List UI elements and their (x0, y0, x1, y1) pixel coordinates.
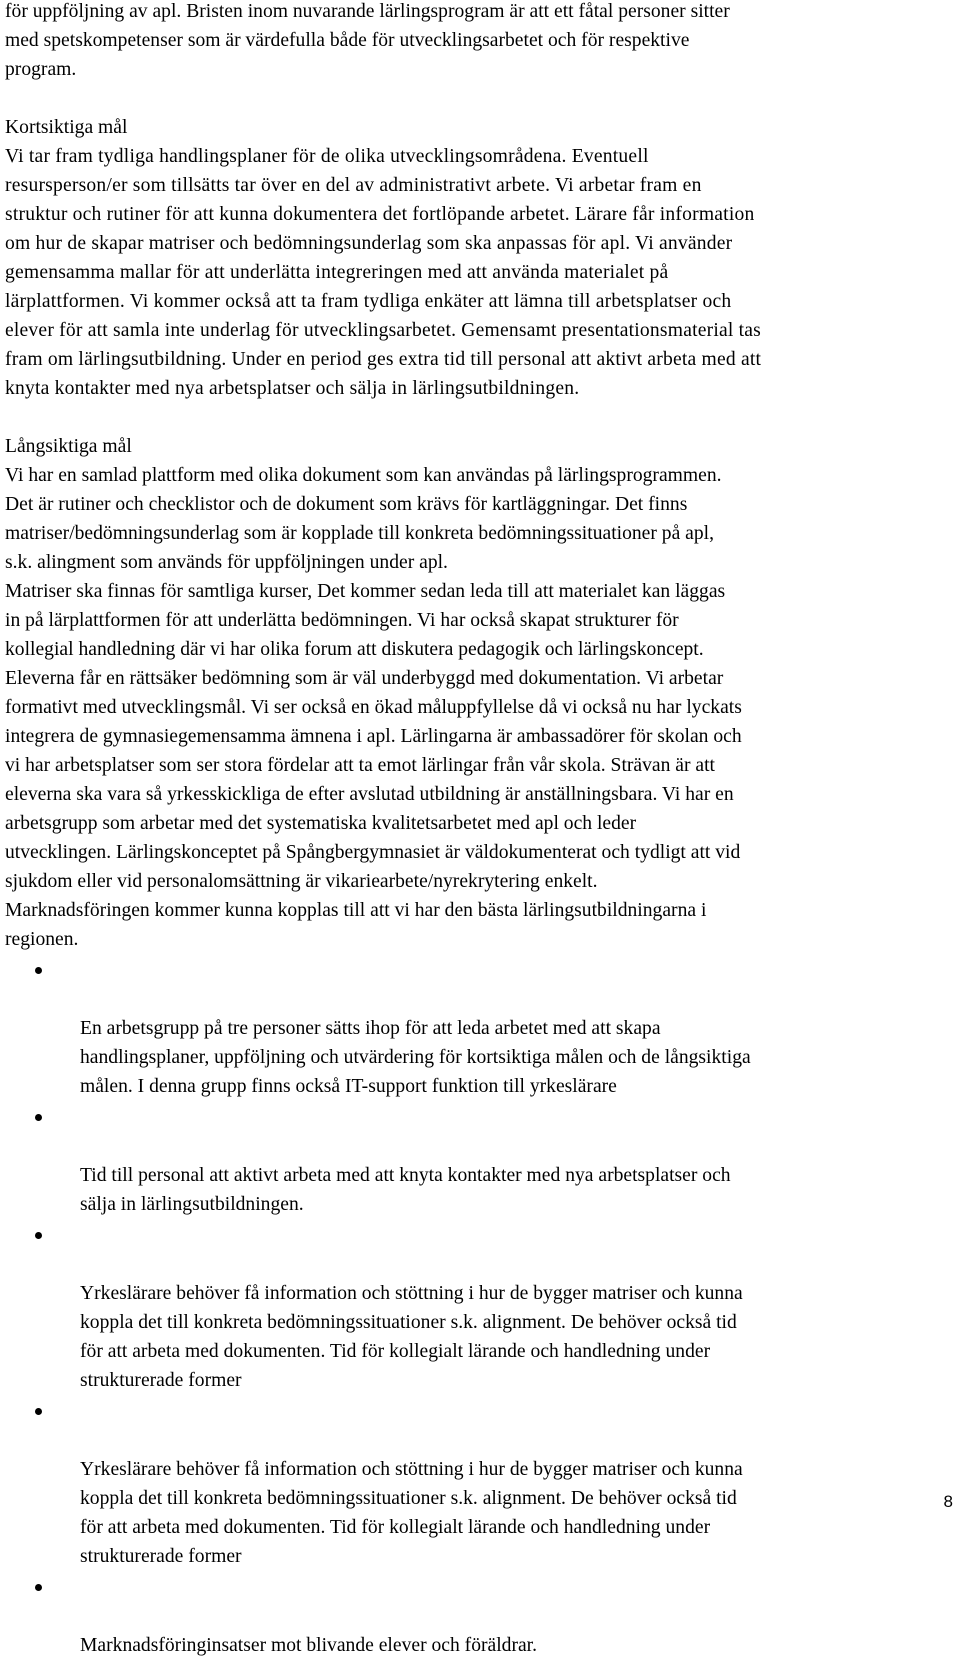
long-term-paragraph-2: Matriser ska finnas för samtliga kurser, Det kommer sedan leda till att materialet kan läggas in på lärplattformen för att underlätta bedömningen. Vi har också skapat strukturer för kollegial handledning där vi har olika forum att diskutera pedagogik och lärlingskoncept. Eleverna får en rättsäker bedömning som är väl underbyggd med dokumentation. Vi arbetar formativt med utvecklingsmål. Vi ser också en ökad måluppfyllelse då vi också nu har lyckats integrera de gymnasiegemensamma ämnena i apl. Lärlingarna är ambassadörer för skolan och vi har arbetsplatser som ser stora fördelar att ta emot lärlingar från vår skola. Strävan är att eleverna ska vara så yrkesskickliga de efter avslutad utbildning är anställningsbara. Vi har en arbetsgrupp som arbetar med det systematiska kvalitetsarbetet med apl och leder utvecklingen. Lärlingskonceptet på Spångbergymnasiet är väldokumenterat och tydligt att vid sjukdom eller vid personalomsättning är vikariearbete/nyrekrytering enkelt. Marknadsföringen kommer kunna kopplas till att vi har den bästa lärlingsutbildningarna i regionen. (5, 581, 742, 950)
bullet-icon (35, 1408, 42, 1415)
list-item (5, 1103, 955, 1219)
action-list (5, 956, 955, 1660)
long-term-heading: Långsiktiga mål (5, 436, 132, 457)
short-term-heading: Kortsiktiga mål (5, 117, 128, 138)
list-item-text: Yrkeslärare behöver få information och stöttning i hur de bygger matriser och kunna koppla det till konkreta bedömningssituationer s.k. alignment. De behöver också tid för att arbeta med dokumenten. Tid för kollegialt lärande och handledning under strukturerade former (80, 1459, 743, 1567)
list-item-text: Yrkeslärare behöver få information och stöttning i hur de bygger matriser och kunna koppla det till konkreta bedömningssituationer s.k. alignment. De behöver också tid för att arbeta med dokumenten. Tid för kollegialt lärande och handledning under strukturerade former (80, 1283, 743, 1391)
list-item (5, 1573, 955, 1660)
page-number: 8 (943, 1492, 953, 1511)
list-item-text: En arbetsgrupp på tre personer sätts ihop för att leda arbetet med att skapa handlingsplaner, uppföljning och utvärdering för kortsiktiga målen och de långsiktiga målen. I denna grupp finns också IT-support funktion till yrkeslärare (80, 1018, 751, 1097)
document-page (5, 0, 955, 1662)
list-item-text: Marknadsföringinsatser mot blivande elever och föräldrar. (80, 1635, 538, 1656)
paragraph-gap (5, 403, 955, 432)
paragraph-gap (5, 84, 955, 113)
short-term-paragraph: Vi tar fram tydliga handlingsplaner för de olika utvecklingsområdena. Eventuell resursperson/er som tillsätts tar över en del av administrativt arbete. Vi arbetar fram en struktur och rutiner för att kunna dokumentera det fortlöpande arbetet. Lärare får information om hur de skapar matriser och bedömningsunderlag som ska anpassas för apl. Vi använder gemensamma mallar för att underlätta integreringen med att använda materialet på lärplattformen. Vi kommer också att ta fram tydliga enkäter att lämna till arbetsplatser och elever för att samla inte underlag för utvecklingsarbetet. Gemensamt presentationsmaterial tas fram om lärlingsutbildning. Under en period ges extra tid till personal att aktivt arbeta med att knyta kontakter med nya arbetsplatser och sälja in lärlingsutbildningen. (5, 146, 762, 399)
list-item (5, 1221, 955, 1395)
list-item (5, 956, 955, 1101)
bullet-icon (35, 1232, 42, 1239)
bullet-icon (35, 1584, 42, 1591)
list-item-text: Tid till personal att aktivt arbeta med att knyta kontakter med nya arbetsplatser och sälja in lärlingsutbildningen. (80, 1165, 731, 1215)
long-term-paragraph: Vi har en samlad plattform med olika dokument som kan användas på lärlingsprogrammen. Det är rutiner och checklistor och de dokument som krävs för kartläggningar. Det finns matriser/bedömningsunderlag som är kopplade till konkreta bedömningssituationer på apl, s.k. alingment som används för uppföljningen under apl. (5, 465, 722, 573)
bullet-icon (35, 967, 42, 974)
intro-paragraph: för uppföljning av apl. Bristen inom nuvarande lärlingsprogram är att ett fåtal personer sitter med spetskompetenser som är värdefulla både för utvecklingsarbetet och för respektive program. (5, 1, 730, 80)
bullet-icon (35, 1114, 42, 1121)
list-item (5, 1397, 955, 1571)
